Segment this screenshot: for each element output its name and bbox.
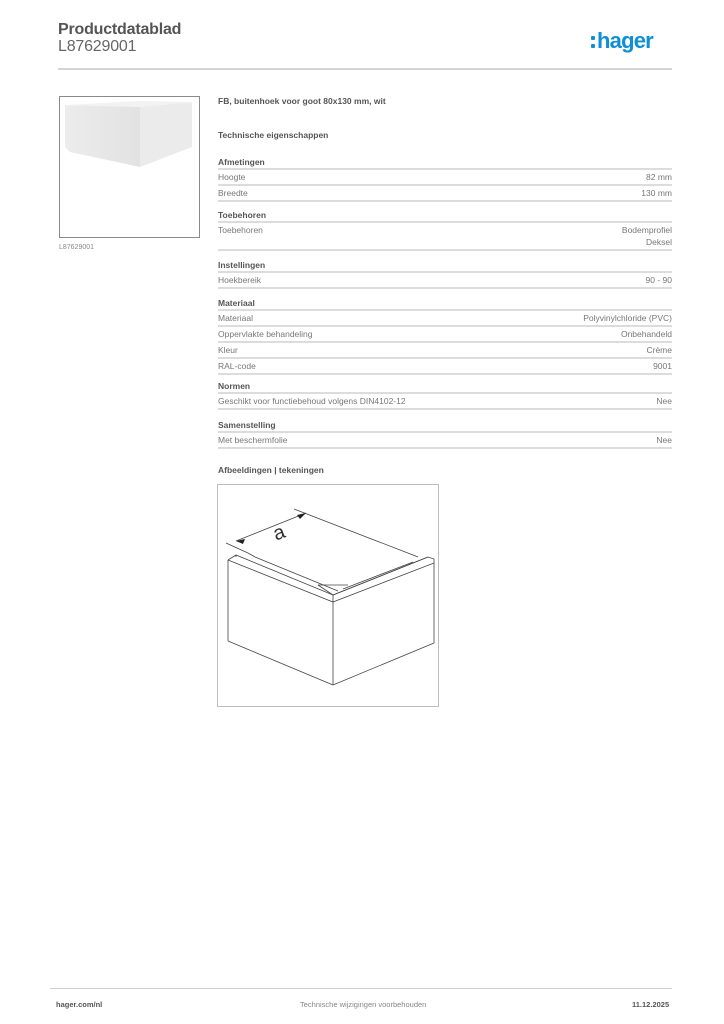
footer-disclaimer: Technische wijzigingen voorbehouden	[300, 1000, 427, 1009]
outer-corner-drawing-icon	[218, 485, 438, 706]
property-value: Crème	[646, 345, 672, 355]
property-value	[622, 224, 672, 248]
section-title: Toebehoren	[218, 209, 672, 223]
property-value: 130 mm	[641, 188, 672, 198]
property-label: Materiaal	[218, 313, 253, 323]
footer-date: 11.12.2025	[632, 1000, 670, 1009]
section-samenstelling	[218, 419, 672, 449]
section-normen	[218, 380, 672, 410]
property-row	[218, 186, 672, 202]
property-label: Geschikt voor functiebehoud volgens DIN4102-12	[218, 396, 406, 406]
property-row	[218, 343, 672, 359]
property-value-line: Bodemprofiel	[621, 225, 672, 235]
footer-divider	[50, 988, 672, 989]
property-row	[218, 170, 672, 186]
thumbnail-caption: L87629001	[59, 244, 95, 251]
property-label: Breedte	[218, 188, 248, 198]
property-row	[218, 273, 672, 289]
property-row	[218, 433, 672, 449]
product-thumbnail	[59, 96, 200, 238]
header-product-code: L87629001	[58, 38, 137, 55]
section-instellingen	[218, 259, 672, 289]
drawings-title: Afbeeldingen | tekeningen	[218, 465, 324, 475]
footer-website-link[interactable]: hager.com/nl	[56, 1000, 103, 1009]
logo-text: hager	[597, 28, 653, 53]
property-label: Kleur	[218, 345, 238, 355]
section-afmetingen	[218, 156, 672, 202]
property-label: Hoogte	[218, 172, 246, 182]
property-label: Toebehoren	[218, 225, 263, 235]
property-value: 9001	[653, 361, 672, 371]
property-label: Hoekbereik	[218, 275, 261, 285]
section-title: Instellingen	[218, 259, 672, 273]
dimension-label: a	[270, 520, 289, 546]
section-title: Afmetingen	[218, 156, 672, 170]
hager-logo	[591, 28, 653, 54]
property-value: 82 mm	[646, 172, 672, 182]
product-photo-icon	[60, 97, 199, 237]
property-value-line: Deksel	[646, 237, 672, 247]
property-row	[218, 223, 672, 251]
property-row	[218, 359, 672, 375]
section-title: Materiaal	[218, 297, 672, 311]
section-title: Normen	[218, 380, 672, 394]
section-title: Samenstelling	[218, 419, 672, 433]
property-value: Nee	[656, 396, 672, 406]
property-row	[218, 394, 672, 410]
product-description: FB, buitenhoek voor goot 80x130 mm, wit	[218, 96, 386, 106]
property-value: Nee	[656, 435, 672, 445]
property-label: RAL-code	[218, 361, 256, 371]
property-label: Oppervlakte behandeling	[218, 329, 313, 339]
property-row	[218, 311, 672, 327]
property-value: Polyvinylchloride (PVC)	[583, 313, 672, 323]
section-materiaal	[218, 297, 672, 375]
header-title: Productdatablad	[58, 21, 182, 38]
technical-properties-title: Technische eigenschappen	[218, 130, 329, 140]
property-value: Onbehandeld	[620, 329, 672, 339]
property-label: Met beschermfolie	[218, 435, 288, 445]
technical-drawing	[217, 484, 439, 707]
section-toebehoren	[218, 209, 672, 251]
property-row	[218, 327, 672, 343]
header-divider	[58, 68, 672, 70]
property-value: 90 - 90	[645, 275, 672, 285]
